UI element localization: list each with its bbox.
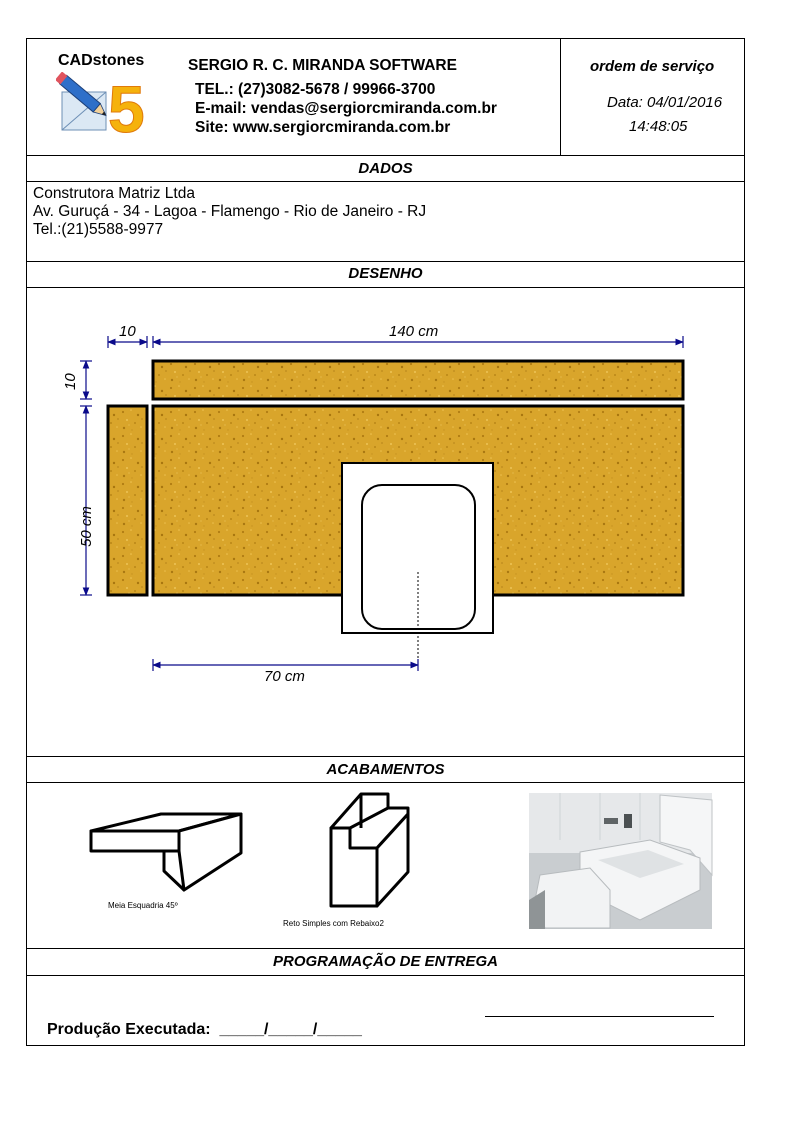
signature-line[interactable]	[485, 1016, 714, 1017]
backsplash-piece	[153, 361, 683, 399]
finish-diagrams	[0, 780, 794, 950]
section-title-dados: DADOS	[358, 160, 413, 177]
document-time: 14:48:05	[629, 118, 688, 135]
section-title-entrega: PROGRAMAÇÃO DE ENTREGA	[272, 953, 498, 970]
dim-label-top-small: 10	[119, 323, 136, 340]
divider	[26, 948, 745, 949]
company-name: SERGIO R. C. MIRANDA SOFTWARE	[188, 57, 457, 74]
dim-label-left-large: 50 cm	[77, 506, 95, 547]
contact-site: Site: www.sergiorcmiranda.com.br	[195, 119, 451, 136]
dim-label-bottom: 70 cm	[264, 668, 305, 685]
svg-text:5: 5	[108, 72, 145, 134]
logo-text: CADstones	[58, 52, 145, 69]
finish-meia-esquadria-icon	[91, 814, 241, 890]
section-title-desenho: DESENHO	[348, 265, 423, 282]
document-date: Data: 04/01/2016	[607, 94, 723, 111]
dim-label-top-large: 140 cm	[389, 323, 439, 340]
section-title-acabamentos: ACABAMENTOS	[326, 761, 445, 778]
client-name: Construtora Matriz Ltda	[33, 185, 195, 202]
client-phone: Tel.:(21)5588-9977	[33, 221, 164, 238]
client-address: Av. Guruçá - 34 - Lagoa - Flamengo - Rio de Janeiro - RJ	[33, 203, 427, 220]
sink-basin	[362, 485, 475, 629]
producao-executada: Produção Executada: _____/_____/_____	[47, 1021, 362, 1038]
sink-photo	[529, 793, 712, 929]
finish-caption-2: Reto Simples com Rebaixo2	[283, 919, 384, 928]
finish-caption-1: Meia Esquadria 45º	[108, 901, 178, 910]
divider	[26, 975, 745, 976]
contact-email: E-mail: vendas@sergiorcmiranda.com.br	[195, 100, 497, 117]
contact-phone: TEL.: (27)3082-5678 / 99966-3700	[195, 81, 436, 98]
dim-label-left-small-text: 10	[62, 373, 79, 390]
divider	[26, 756, 745, 757]
document-title: ordem de serviço	[590, 58, 715, 75]
finish-reto-rebaixo-icon	[331, 794, 408, 906]
side-piece	[108, 406, 147, 595]
